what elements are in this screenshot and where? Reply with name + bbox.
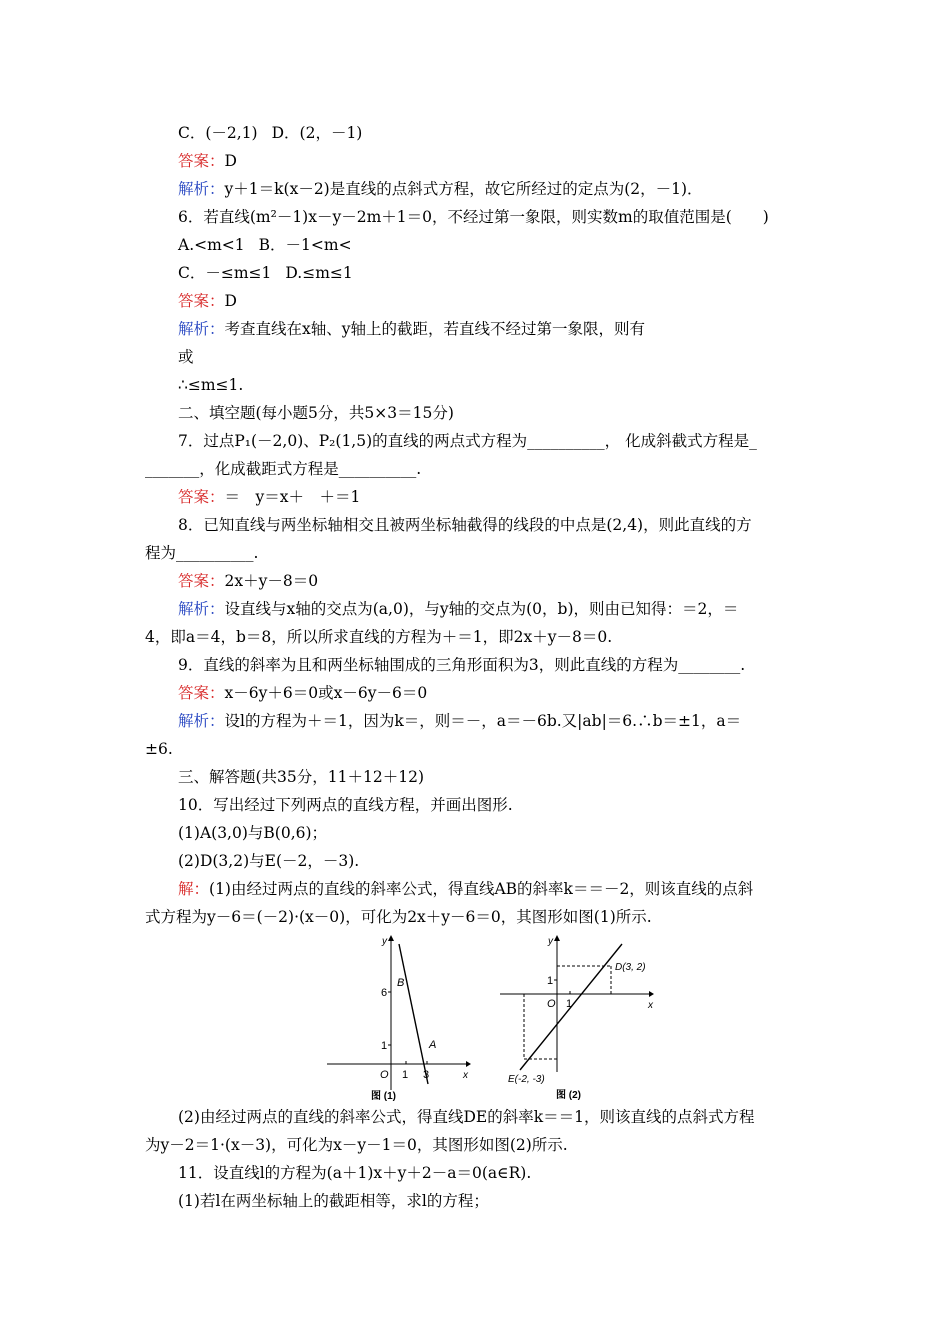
question-text: (1)A(3,0)与B(0,6)；	[178, 824, 328, 842]
option-b: B．－1<m<	[258, 236, 352, 254]
option-a: A.<m<1	[178, 236, 245, 254]
question-7-cont	[145, 459, 421, 479]
answer-text: x－6y＋6＝0或x－6y－6＝0	[224, 684, 428, 702]
text: ∴≤m≤1.	[178, 376, 244, 394]
point-label-a: A	[429, 1039, 437, 1051]
answer-q5	[178, 151, 237, 171]
analysis-text: 设l的方程为＋＝1，因为k＝，则＝－，a＝－6b.又|ab|＝6.∴b＝±1，a＝	[224, 712, 742, 730]
tick-1-y: 1	[381, 1040, 388, 1052]
analysis-q9	[178, 711, 741, 731]
text: 式方程为y－6＝(－2)·(x－0)，可化为2x＋y－6＝0，其图形如图(1)所示.	[145, 908, 652, 926]
option-c: C．(－2,1)	[178, 124, 258, 142]
solution-q10	[178, 879, 753, 899]
question-11-part1	[178, 1191, 489, 1211]
section-title: 二、填空题(每小题5分，共5×3＝15分)	[178, 404, 454, 422]
question-8	[178, 515, 752, 535]
text: 为y－2＝1·(x－3)，可化为x－y－1＝0，其图形如图(2)所示.	[145, 1136, 568, 1154]
solution-text: (1)由经过两点的直线的斜率公式，得直线AB的斜率k＝＝－2，则该直线的点斜	[209, 880, 754, 898]
solution-q10-part2	[178, 1107, 754, 1127]
answer-text: D	[224, 152, 237, 170]
question-text: 7．过点P₁(－2,0)、P₂(1,5)的直线的两点式方程为__________， 化成斜截式方程是_	[178, 432, 757, 450]
tick-6: 6	[381, 987, 388, 999]
analysis-text: 设直线与x轴的交点为(a,0)，与y轴的交点为(0，b)，则由已知得：＝2，＝	[224, 600, 739, 618]
question-11	[178, 1163, 531, 1183]
point-label-d: D(3, 2)	[615, 962, 646, 973]
question-text: 9．直线的斜率为且和两坐标轴围成的三角形面积为3，则此直线的方程为________.	[178, 656, 746, 674]
figure-1	[325, 932, 485, 1108]
answer-text: ＝ y＝x＋ ＋＝1	[224, 488, 361, 506]
answer-label: 答案：	[178, 684, 225, 702]
option-line-ab-q6	[178, 235, 352, 255]
solution-label: 解：	[178, 880, 210, 898]
answer-label: 答案：	[178, 488, 225, 506]
analysis-q6-cont	[178, 347, 194, 367]
origin-label: O	[380, 1069, 389, 1081]
question-text: 11．设直线l的方程为(a＋1)x＋y＋2－a＝0(a∈R).	[178, 1164, 532, 1182]
text: 4，即a＝4，b＝8，所以所求直线的方程为＋＝1，即2x＋y－8＝0.	[145, 628, 613, 646]
question-text: 6．若直线(m²－1)x－y－2m＋1＝0，不经过第一象限，则实数m的取值范围是( )	[178, 208, 769, 226]
question-10	[178, 795, 513, 815]
origin-label: O	[547, 998, 556, 1010]
option-line-cd-q5	[178, 123, 362, 143]
text: 或	[178, 348, 194, 366]
option-d: D．(2，－1)	[271, 124, 363, 142]
axis-label-x: x	[463, 1070, 468, 1081]
section-heading-fill	[178, 403, 454, 423]
tick-1-x: 1	[402, 1069, 409, 1081]
section-heading-solve	[178, 767, 424, 787]
option-c: C．－≤m≤1	[178, 264, 272, 282]
section-title: 三、解答题(共35分，11＋12＋12)	[178, 768, 424, 786]
tick-1-y: 1	[547, 975, 554, 987]
analysis-q6	[178, 319, 645, 339]
answer-q7	[178, 487, 360, 507]
question-7	[178, 431, 757, 451]
analysis-q6-result	[178, 375, 243, 395]
question-text: 程为__________.	[145, 544, 259, 562]
analysis-text: 考查直线在x轴、y轴上的截距，若直线不经过第一象限，则有	[224, 320, 646, 338]
answer-text: 2x＋y－8＝0	[224, 572, 319, 590]
figure-caption: 图 (1)	[371, 1091, 396, 1102]
point-label-b: B	[397, 977, 405, 989]
figure-2	[498, 932, 668, 1108]
question-text: (1)若l在两坐标轴上的截距相等，求l的方程；	[178, 1192, 489, 1210]
analysis-label: 解析：	[178, 600, 225, 618]
question-9	[178, 655, 745, 675]
solution-q10-part2-cont	[145, 1135, 568, 1155]
analysis-q5	[178, 179, 703, 199]
analysis-label: 解析：	[178, 712, 225, 730]
question-text: 10．写出经过下列两点的直线方程，并画出图形.	[178, 796, 513, 814]
question-6	[178, 207, 769, 227]
analysis-text: y＋1＝k(x－2)是直线的点斜式方程，故它所经过的定点为(2，－1)．	[224, 180, 703, 198]
question-8-cont	[145, 543, 258, 563]
answer-q8	[178, 571, 318, 591]
figure-caption: 图 (2)	[556, 1090, 581, 1101]
analysis-label: 解析：	[178, 180, 225, 198]
tick-3: 3	[423, 1069, 430, 1081]
answer-q6	[178, 291, 237, 311]
question-text: _______，化成截距式方程是__________.	[145, 460, 422, 478]
analysis-q8-cont	[145, 627, 612, 647]
axis-label-y: y	[548, 936, 553, 947]
text: ±6.	[145, 740, 173, 758]
analysis-q9-cont	[145, 739, 173, 759]
analysis-label: 解析：	[178, 320, 225, 338]
answer-label: 答案：	[178, 292, 225, 310]
option-line-cd-q6	[178, 263, 353, 283]
point-label-e: E(-2, -3)	[508, 1074, 545, 1085]
option-d: D.≤m≤1	[285, 264, 353, 282]
answer-q9	[178, 683, 427, 703]
axis-label-y: y	[382, 936, 387, 947]
tick-1-x: 1	[566, 998, 573, 1010]
question-text: 8．已知直线与两坐标轴相交且被两坐标轴截得的线段的中点是(2,4)，则此直线的方	[178, 516, 752, 534]
question-text: (2)D(3,2)与E(－2，－3).	[178, 852, 360, 870]
answer-label: 答案：	[178, 152, 225, 170]
question-10-part1	[178, 823, 327, 843]
answer-label: 答案：	[178, 572, 225, 590]
analysis-q8	[178, 599, 738, 619]
solution-q10-cont	[145, 907, 652, 927]
answer-text: D	[224, 292, 237, 310]
question-10-part2	[178, 851, 359, 871]
text: (2)由经过两点的直线的斜率公式，得直线DE的斜率k＝＝1，则该直线的点斜式方程	[178, 1108, 755, 1126]
axis-label-x: x	[648, 1000, 653, 1011]
